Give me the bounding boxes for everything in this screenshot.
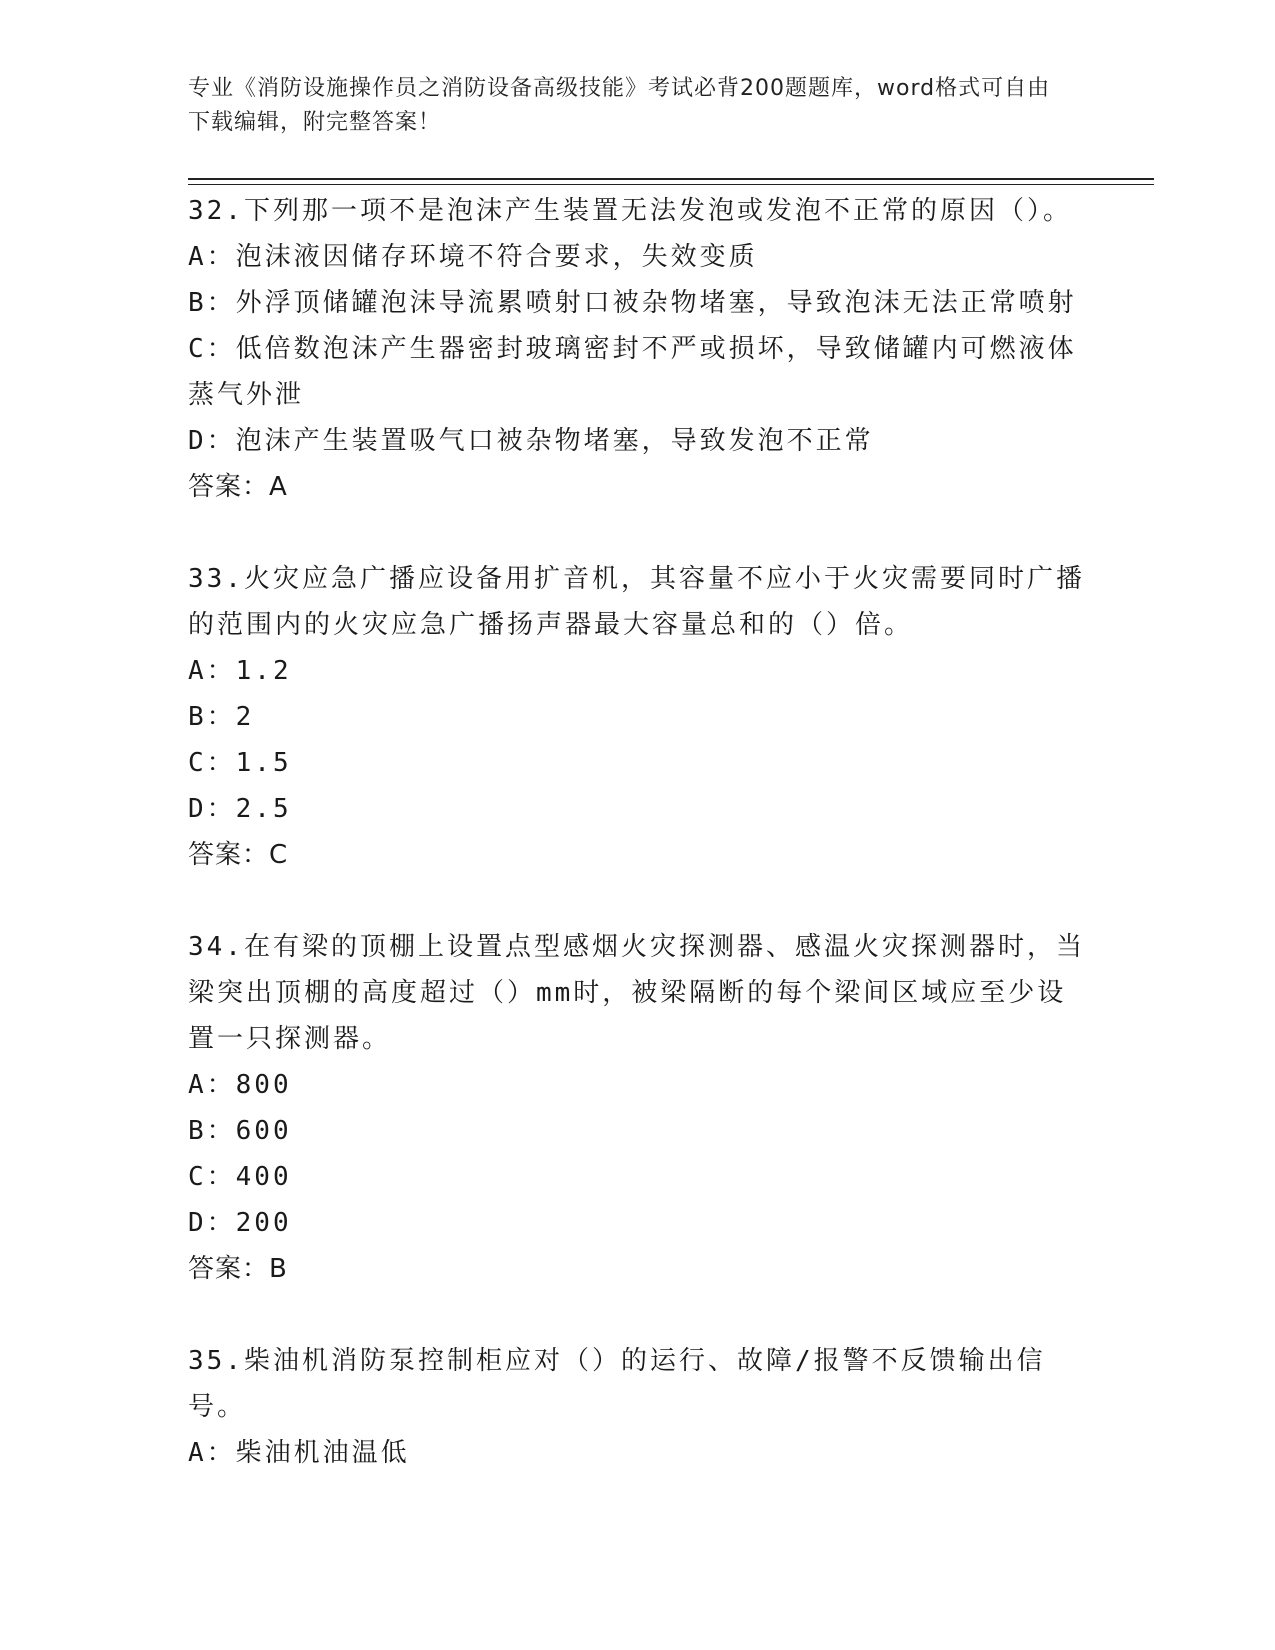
question-stem: 33.火灾应急广播应设备用扩音机，其容量不应小于火灾需要同时广播的范围内的火灾应急广播扬声器最大容量总和的（）倍。 [188, 564, 1085, 640]
answer-line: 答案：B [188, 1254, 288, 1284]
question-33 [188, 556, 1088, 878]
question-32 [188, 188, 1088, 510]
question-stem: 35.柴油机消防泵控制柜应对（）的运行、故障/报警不反馈输出信号。 [188, 1346, 1046, 1422]
answer-line: 答案：A [188, 472, 288, 502]
header-divider-thick [188, 178, 1154, 180]
question-35 [188, 1338, 1088, 1476]
option-b: B：600 [188, 1116, 292, 1146]
option-b: B：2 [188, 702, 255, 732]
option-d: D：泡沫产生装置吸气口被杂物堵塞，导致发泡不正常 [188, 426, 874, 456]
option-d: D：200 [188, 1208, 292, 1238]
option-c: C：1.5 [188, 748, 292, 778]
option-d: D：2.5 [188, 794, 292, 824]
option-a: A：柴油机油温低 [188, 1438, 410, 1468]
option-b: B：外浮顶储罐泡沫导流累喷射口被杂物堵塞，导致泡沫无法正常喷射 [188, 288, 1077, 318]
question-stem: 34.在有梁的顶棚上设置点型感烟火灾探测器、感温火灾探测器时，当梁突出顶棚的高度超过（）mm时，被梁隔断的每个梁间区域应至少设置一只探测器。 [188, 932, 1085, 1054]
option-a: A：800 [188, 1070, 292, 1100]
option-a: A：泡沫液因储存环境不符合要求，失效变质 [188, 242, 758, 272]
header-intro: 专业《消防设施操作员之消防设备高级技能》考试必背200题题库，word格式可自由下载编辑，附完整答案！ [188, 76, 1051, 135]
option-c: C：低倍数泡沫产生器密封玻璃密封不严或损坏，导致储罐内可燃液体蒸气外泄 [188, 334, 1077, 410]
question-list [188, 188, 1088, 1522]
header-divider-thin [188, 184, 1154, 185]
option-a: A：1.2 [188, 656, 292, 686]
document-header [188, 72, 1068, 140]
answer-line: 答案：C [188, 840, 289, 870]
option-c: C：400 [188, 1162, 292, 1192]
question-stem: 32.下列那一项不是泡沫产生装置无法发泡或发泡不正常的原因（）。 [188, 196, 1072, 226]
question-34 [188, 924, 1088, 1292]
